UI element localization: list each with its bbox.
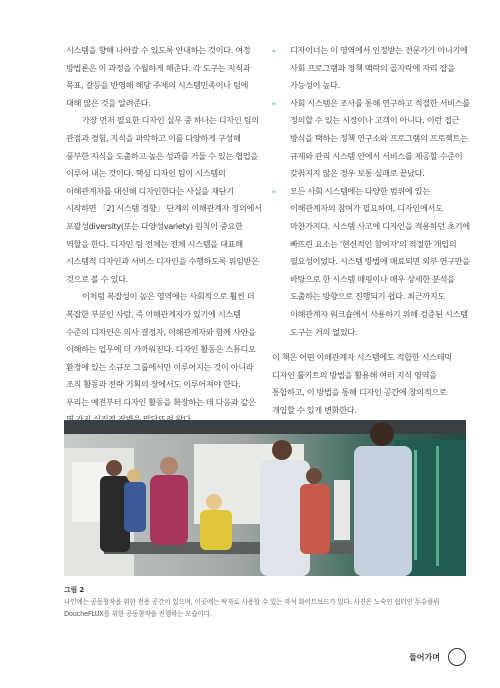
left-column <box>66 42 262 429</box>
bullet-item <box>272 42 470 95</box>
workshop-photo <box>64 420 466 576</box>
body-paragraph: 시스템을 향해 나아갈 수 있도록 안내하는 것이다. 여정 방법론은 이 과정을 수월하게 해준다. 각 도구는 지식과 목표, 갈등을 반영해 해당 주제의 시스템민족이나 팀에 대해 많은 것을 알려준다. <box>66 45 251 108</box>
bullet-list <box>272 42 470 341</box>
figure-caption <box>64 584 474 620</box>
section-label: 들어가며 <box>409 652 440 662</box>
bullet-text: 모든 사회 시스템에는 다양한 범위에 있는 이해관계자의 참여가 필요하며, 디자인에서도 마찬가지다. 시스템 사고에 디자인을 적용하던 초기에 빠뜨린 요소는 '현신적인 참여자'의 적절한 개입의 필요성이었다. 시스템 방법에 매료되면 외부 연구만을 바탕으로 한 시스템 매핑이나 매우 상세한 분석을 도출하는 방향으로 진행되기 쉽다. 최근까지도 이해관계자 워크숍에서 사용하기 위해 검증된 시스템 도구는 거의 없었다. <box>290 185 470 337</box>
closing-paragraph: 이 책은 어떤 이해관계자 시스템에도 적합한 시스테믹 디자인 툴키트의 방법을 활용해 여러 지식 영역을 통합하고, 이 방법을 통해 디자인 공간에 창의적으로 개입할 수 있게 변화한다. <box>272 352 452 415</box>
figure-caption-text: 나인에는 공동창작을 위한 전용 공간이 있으며, 이곳에는 탁자로 사용할 수 있는 자석 화이트보드가 있다. 사진은 노숙인 쉼터인 두슈플뤼DoucheFLUX를 위한 공동창작을 진행하는 모습이다. <box>64 598 440 618</box>
bullet-item <box>272 95 470 183</box>
body-paragraph: 이처럼 복잡성이 높은 영역에는 사회적으로 훨씬 더 복잡한 부분인 사람, 즉 이해관계자가 있기에 시스템 수준의 디자인은 의사 결정자, 이해관계자와 함께 사안을 이해하는 업무에 더 가까워진다. 디자인 활동은 스튜디오 환경에 있는 소규모 그룹에서만 이루어지는 것이 아니라 조직 활동과 전략 기획의 장에서도 이루어져야 한다. 우리는 예전부터 디자인 활동을 확장하는 데 다음과 같은 <box>66 291 256 407</box>
bullet-text: 사회 시스템은 조사를 통해 연구하고 적절한 서비스를 정의할 수 있는 시장이나 고객이 아니다. 이런 접근 방식을 택하는 정책 연구소와 프로그램의 프로젝트는 규제와 관리 시스템 안에서 서비스를 제공할 수준이 갖춰지지 않은 경우 보통 실패로 끝났다. <box>290 97 470 179</box>
figure-title: 그림 2 <box>64 586 85 594</box>
body-paragraph: 가장 먼저 필요한 디자인 실무 중 하나는 디자인 팀의 관점과 경험, 지식을 파악하고 이를 다양하게 구성해 풍부한 지식을 도출하고 높은 성과를 거둘 수 있는 협업을 이루어 내는 것이다. 핵심 디자인 팀이 시스템의 이해관계자를 대신해 디자인한다는 사실을 재단기 시작하면 「2] 시스템 경향」 단계의 이해관계자 정의에서 포괄성diversity(또는 다양성variety) 원칙이 중요한 역할을 한다. 디자인 팀 전체는 전체 시스템을 대표해 시스템적 디자인과 서비스 디자인을 수행하도록 위임받은 것으로 볼 수 있다. <box>66 115 262 284</box>
bullet-text: 디자이너는 이 영역에서 인정받는 전문가가 아니기에 사회 프로그램과 정책 맥락의 골자락에 자리 잡을 가능성이 높다. <box>290 45 468 91</box>
bullet-item <box>272 183 470 341</box>
page-footer <box>409 648 466 666</box>
page-marker-circle-icon <box>448 648 466 666</box>
bullet-dash-icon: - <box>272 45 276 55</box>
right-column <box>272 42 470 419</box>
bullet-dash-icon: - <box>272 185 276 196</box>
bullet-dash-icon: - <box>272 97 276 108</box>
